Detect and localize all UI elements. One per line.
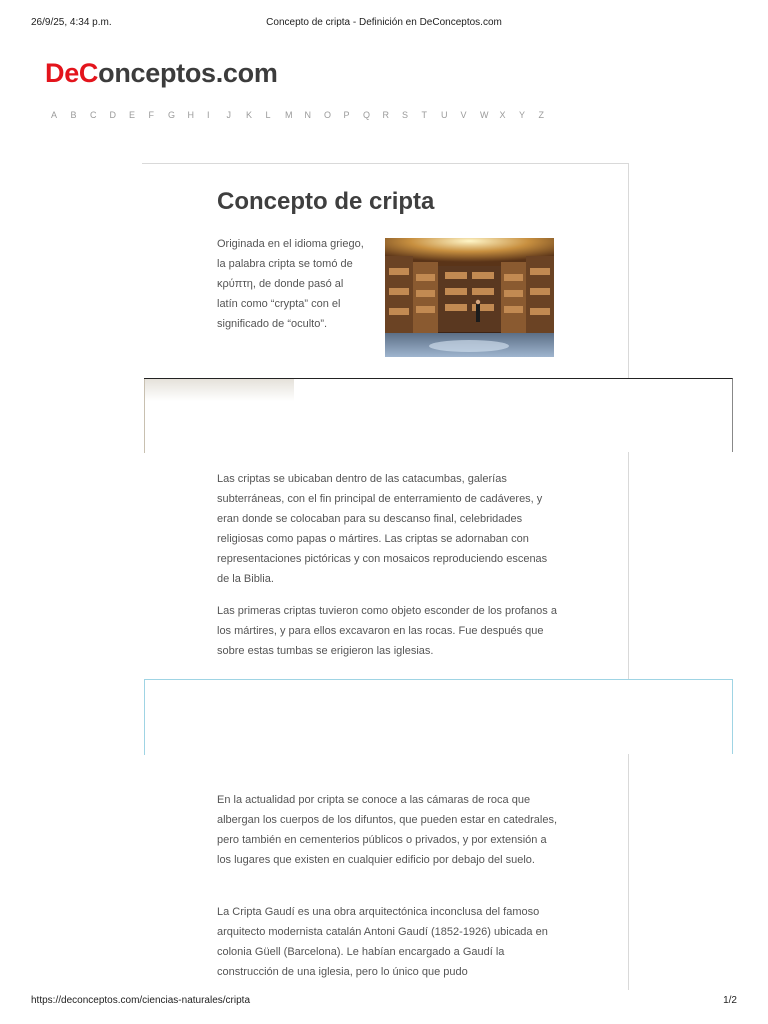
article-title: Concepto de cripta	[217, 188, 435, 215]
alphabet-link-k[interactable]: K	[246, 110, 253, 120]
print-page-title: Concepto de cripta - Definición en DeConceptos.com	[266, 17, 502, 28]
crypt-image	[385, 238, 554, 357]
logo-rest: onceptos.com	[98, 58, 278, 88]
alphabet-link-d[interactable]: D	[109, 110, 116, 120]
print-datetime: 26/9/25, 4:34 p.m.	[31, 17, 112, 28]
site-logo[interactable]	[45, 58, 278, 89]
article-paragraph: La Cripta Gaudí es una obra arquitectónica inconclusa del famoso arquitecto modernista catalán Antoni Gaudí (1852-1926) ubicada en colonia Güell (Barcelona). Le habían encargado a Gaudí la construcción de una iglesia, pero lo único que pudo	[217, 906, 548, 978]
ad-banner[interactable]	[144, 679, 733, 754]
alphabet-link-z[interactable]: Z	[538, 110, 544, 120]
alphabet-link-n[interactable]: N	[304, 110, 311, 120]
alphabet-link-i[interactable]: I	[207, 110, 210, 120]
ad-banner-fade	[144, 379, 294, 453]
alphabet-link-r[interactable]: R	[382, 110, 389, 120]
alphabet-link-g[interactable]: G	[168, 110, 176, 120]
article-paragraph: En la actualidad por cripta se conoce a las cámaras de roca que albergan los cuerpos de los difuntos, que pueden estar en catedrales, pero también en cementerios públicos o privados, y por extensión a los lugares que existen en cualquier edificio por debajo del suelo.	[217, 794, 558, 866]
ad-banner-edge	[144, 680, 145, 755]
logo-part-de: De	[45, 58, 79, 88]
alphabet-link-h[interactable]: H	[187, 110, 194, 120]
content-border	[628, 163, 629, 378]
content-border	[628, 452, 629, 679]
logo-part-conceptos	[79, 58, 278, 88]
alphabet-link-w[interactable]: W	[480, 110, 489, 120]
alphabet-link-v[interactable]: V	[460, 110, 467, 120]
alphabet-link-e[interactable]: E	[129, 110, 136, 120]
print-url: https://deconceptos.com/ciencias-naturales/cripta	[31, 995, 250, 1006]
content-border	[628, 754, 629, 990]
article-paragraph: Las primeras criptas tuvieron como objeto esconder de los profanos a los mártires, y para ellos excavaron en las rocas. Fue después que sobre estas tumbas se erigieron las iglesias.	[217, 605, 557, 657]
article-paragraph: Las criptas se ubicaban dentro de las catacumbas, galerías subterráneas, con el fin principal de enterramiento de cadáveres, y eran donde se colocaban para su descanso final, celebridades religiosas como papas o mártires. Las criptas se adornaban con representaciones pictóricas y con mosaicos reproduciendo escenas de la Biblia.	[217, 473, 548, 585]
alphabet-link-l[interactable]: L	[265, 110, 271, 120]
alphabet-link-b[interactable]: B	[70, 110, 77, 120]
alphabet-link-o[interactable]: O	[324, 110, 332, 120]
alphabet-nav	[51, 110, 558, 120]
print-page-number: 1/2	[723, 995, 737, 1006]
alphabet-link-t[interactable]: T	[421, 110, 427, 120]
article-intro: Originada en el idioma griego, la palabra cripta se tomó de κρύπτη, de donde pasó al latín como “crypta” con el significado de “oculto”.	[217, 238, 364, 330]
logo-c: C	[78, 58, 99, 88]
alphabet-link-c[interactable]: C	[90, 110, 97, 120]
alphabet-link-m[interactable]: M	[285, 110, 293, 120]
alphabet-link-f[interactable]: F	[148, 110, 154, 120]
content-border	[142, 163, 629, 164]
ad-banner[interactable]	[144, 378, 733, 452]
alphabet-link-y[interactable]: Y	[519, 110, 526, 120]
alphabet-link-j[interactable]: J	[226, 110, 231, 120]
alphabet-link-a[interactable]: A	[51, 110, 58, 120]
alphabet-link-u[interactable]: U	[441, 110, 448, 120]
alphabet-link-p[interactable]: P	[343, 110, 350, 120]
alphabet-link-x[interactable]: X	[499, 110, 506, 120]
ad-banner-edge	[144, 379, 145, 453]
alphabet-link-s[interactable]: S	[402, 110, 409, 120]
alphabet-link-q[interactable]: Q	[363, 110, 371, 120]
